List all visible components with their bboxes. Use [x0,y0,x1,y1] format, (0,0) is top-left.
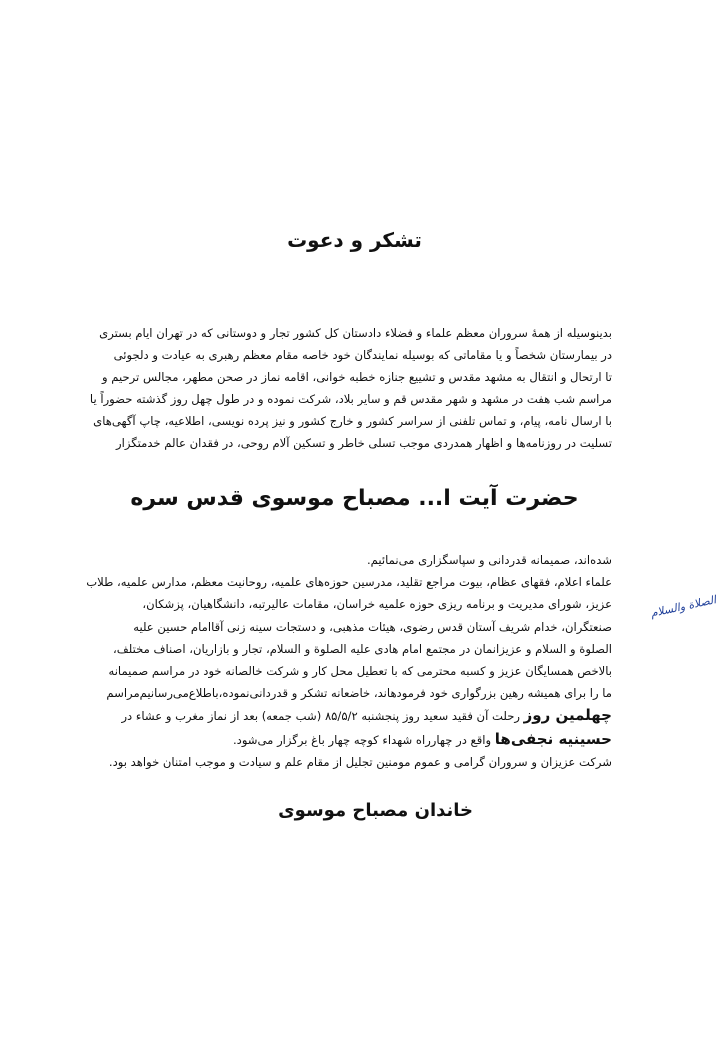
thanks-paragraph [89,322,612,454]
paragraph-line: تسلیت در روزنامه‌ها و اظهار همدردی موجب تسلی خاطر و تسکین آلام روحی، در فقدان عالم خدمتگزار [116,436,612,450]
paragraph-line: ما را برای همیشه رهین بزرگواری خود فرمودهاند، خاضعانه تشکر و قدردانی‌نموده،باطلاع‌می‌رسانیم‌مراسم [106,686,612,701]
paragraph-line [104,728,612,751]
venue-label: حسینیه نجفی‌ها [494,729,612,748]
venue-address-text: واقع در چهارراه شهداء کوچه چهار باغ برگزار می‌شود. [232,732,495,747]
paragraph-line: عزیز، شورای مدیریت و برنامه ریزی حوزه علمیه خراسان، مقامات عالیرتبه، دانشگاهیان، پزشکان، [142,597,612,612]
deceased-name-heading: حضرت آیت ا... مصباح موسوی قدس سره [130,486,579,511]
paragraph-line: مراسم شب هفت در مشهد و شهر مقدس قم و سایر بلاد، شرکت نموده و در طول چهل روز گذشته حضوراً یا [89,392,612,406]
handwritten-annotation: الصلاة والسلام [649,593,717,620]
paragraph-line: شرکت عزیزان و سروران گرامی و عموم مومنین تجلیل از مقام علم و سیادت و موجب امتنان خواهد بود. [108,754,612,769]
ceremony-date-text: رحلت آن فقید سعید روز پنجشنبه ۸۵/۵/۲ (شب جمعه) بعد از نماز مغرب و عشاء در [121,709,524,724]
paragraph-line: با ارسال نامه، پیام، و تماس تلفنی از سراسر کشور و خارج کشور و نیز پرده نویسی، اطلاعیه، چاپ آگهی‌های [93,414,612,428]
ceremony-day-label: چهلمین روز [523,706,612,725]
paragraph-line [104,704,612,727]
paragraph-line: صنعتگران، خدام شریف آستان قدس رضوی، هیئات مذهبی، و دستجات سینه زنی آقاامام حسین علیه [133,619,612,634]
paragraph-line: الصلوة و السلام و عزیزانمان در مجتمع امام هادی علیه الصلوة و السلام، تجار و بازاریان، اصناف مختلف، [113,641,612,656]
paragraph-line: بالاخص همسایگان عزیز و کسبه محترمی که با تعطیل محل کار و شرکت خالصانه خود در مراسم صمیمانه [108,664,612,679]
paragraph-line: علماء اعلام، فقهای عظام، بیوت مراجع تقلید، مدرسین حوزه‌های علمیه، روحانیت معظم، مدارس علمیه، طلاب [86,575,612,590]
paragraph-line: در بیمارستان شخصاً و یا مقاماتی که بوسیله نمایندگان خود خاصه مقام معظم رهبری به عیادت و دلجوئی [113,348,612,362]
family-signature: خاندان مصباح موسوی [278,800,473,821]
paragraph-line: بدینوسیله از همهٔ سروران معظم علماء و فضلاء دادستان کل کشور تجار و دوستانی که در تهران ایام بستری [99,326,612,340]
paragraph-line: شده‌اند، صمیمانه قدردانی و سپاسگزاری می‌نمائیم. [366,553,612,567]
page-title: تشکر و دعوت [287,228,422,252]
paragraph-line: تا ارتحال و انتقال به مشهد مقدس و تشییع جنازه خطبه خوانی، اقامه نماز در صحن مطهر، مجالس ترحیم و [101,370,612,384]
invitation-paragraph [86,549,612,773]
